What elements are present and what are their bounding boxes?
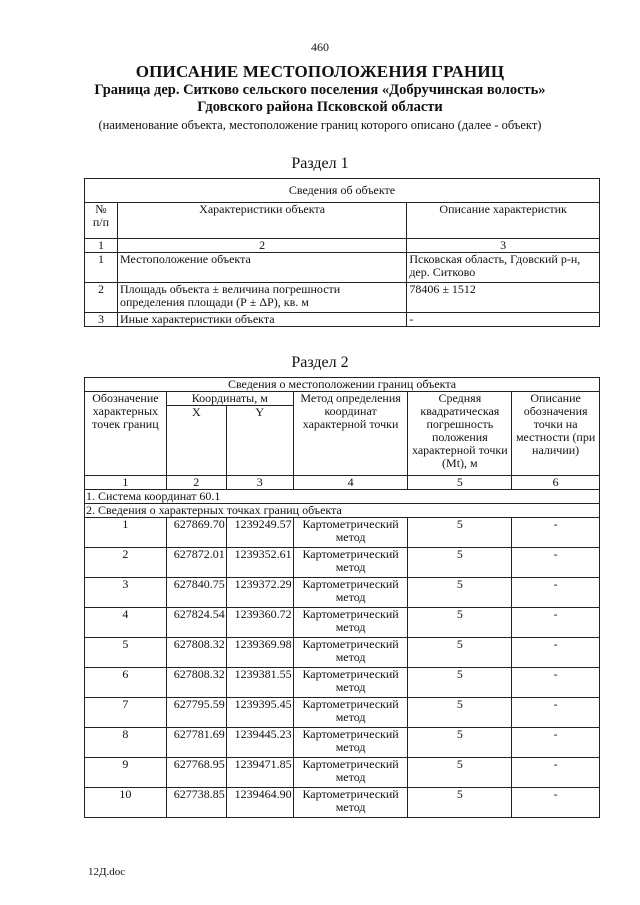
coord-y: 1239249.57: [226, 518, 293, 548]
mt-cell: 5: [408, 728, 512, 758]
column-header-y: Y: [226, 406, 293, 476]
column-number-cell: 4: [293, 476, 408, 490]
point-description: -: [512, 578, 600, 608]
coord-y: 1239369.98: [226, 638, 293, 668]
coord-x: 627824.54: [166, 608, 226, 638]
coord-y: 1239381.55: [226, 668, 293, 698]
point-description: -: [512, 638, 600, 668]
coord-x: 627808.32: [166, 668, 226, 698]
coord-x: 627808.32: [166, 638, 226, 668]
method-cell: Картометрический метод: [293, 518, 408, 548]
mt-cell: 5: [408, 668, 512, 698]
coord-y: 1239372.29: [226, 578, 293, 608]
point-description: -: [512, 758, 600, 788]
point-description: -: [512, 668, 600, 698]
points-table-body: [85, 518, 600, 818]
table-row: [85, 518, 600, 548]
column-header-designation: Обозначение характерных точек границ: [85, 392, 167, 476]
column-number-cell: 2: [166, 476, 226, 490]
mt-cell: 5: [408, 788, 512, 818]
method-cell: Картометрический метод: [293, 758, 408, 788]
column-number-cell: 3: [407, 239, 600, 253]
characteristic-name: Местоположение объекта: [117, 253, 406, 283]
point-description: -: [512, 698, 600, 728]
document-title: ОПИСАНИЕ МЕСТОПОЛОЖЕНИЯ ГРАНИЦ: [135, 62, 505, 81]
point-description: -: [512, 548, 600, 578]
coord-x: 627738.85: [166, 788, 226, 818]
boundary-points-table: [84, 377, 600, 818]
coord-y: 1239360.72: [226, 608, 293, 638]
coord-y: 1239352.61: [226, 548, 293, 578]
section2-heading: Раздел 2: [291, 354, 349, 371]
method-cell: Картометрический метод: [293, 668, 408, 698]
table-row: [85, 608, 600, 638]
page-number: 460: [311, 40, 329, 54]
row-number: 3: [85, 313, 118, 327]
point-number: 9: [85, 758, 167, 788]
method-cell: Картометрический метод: [293, 638, 408, 668]
mt-cell: 5: [408, 638, 512, 668]
characteristic-value: -: [407, 313, 600, 327]
method-cell: Картометрический метод: [293, 608, 408, 638]
object-info-table: [84, 178, 600, 327]
method-cell: Картометрический метод: [293, 698, 408, 728]
table-row: [85, 548, 600, 578]
title-note: (наименование объекта, местоположение границ которого описано (далее - объект): [98, 118, 542, 132]
column-header-characteristic: Характеристики объекта: [117, 203, 406, 239]
table-row: [85, 668, 600, 698]
mt-cell: 5: [408, 758, 512, 788]
table-row: [85, 578, 600, 608]
point-description: -: [512, 608, 600, 638]
characteristic-value: 78406 ± 1512: [407, 283, 600, 313]
column-number-cell: 1: [85, 476, 167, 490]
point-description: -: [512, 728, 600, 758]
mt-cell: 5: [408, 548, 512, 578]
row-number: 1: [85, 253, 118, 283]
column-number-cell: 6: [512, 476, 600, 490]
point-number: 8: [85, 728, 167, 758]
column-header-point-description: Описание обозначения точки на местности (при наличии): [512, 392, 600, 476]
method-cell: Картометрический метод: [293, 578, 408, 608]
points-section-title: 2. Сведения о характерных точках границ объекта: [85, 504, 600, 518]
column-number-cell: 3: [226, 476, 293, 490]
mt-cell: 5: [408, 698, 512, 728]
table-title: Сведения о местоположении границ объекта: [85, 378, 600, 392]
coord-x: 627768.95: [166, 758, 226, 788]
coord-x: 627840.75: [166, 578, 226, 608]
point-number: 6: [85, 668, 167, 698]
mt-cell: 5: [408, 608, 512, 638]
table-row: [85, 788, 600, 818]
method-cell: Картометрический метод: [293, 548, 408, 578]
column-header-x: X: [166, 406, 226, 476]
footer-filename: 12Д.doc: [88, 866, 126, 878]
mt-cell: 5: [408, 518, 512, 548]
table-row: [85, 698, 600, 728]
document-title-block: [60, 62, 580, 133]
object-name-line2: Гдовского района Псковской области: [197, 99, 443, 115]
point-description: -: [512, 788, 600, 818]
characteristic-name: Площадь объекта ± величина погрешности определения площади (Р ± ΔР), кв. м: [117, 283, 406, 313]
coord-x: 627781.69: [166, 728, 226, 758]
characteristic-value: Псковская область, Гдовский р-н, дер. Ситково: [407, 253, 600, 283]
coord-y: 1239471.85: [226, 758, 293, 788]
table-title: Сведения об объекте: [85, 179, 600, 203]
table-row: [85, 758, 600, 788]
characteristic-name: Иные характеристики объекта: [117, 313, 406, 327]
point-number: 7: [85, 698, 167, 728]
coord-y: 1239464.90: [226, 788, 293, 818]
column-number-cell: 2: [117, 239, 406, 253]
coord-y: 1239445.23: [226, 728, 293, 758]
column-number-cell: 1: [85, 239, 118, 253]
row-number: 2: [85, 283, 118, 313]
method-cell: Картометрический метод: [293, 788, 408, 818]
section1-heading: Раздел 1: [291, 155, 349, 172]
column-header-mt: Средняя квадратическая погрешность положения характерной точки (Mt), м: [408, 392, 512, 476]
point-description: -: [512, 518, 600, 548]
coord-x: 627795.59: [166, 698, 226, 728]
point-number: 2: [85, 548, 167, 578]
coord-y: 1239395.45: [226, 698, 293, 728]
point-number: 4: [85, 608, 167, 638]
column-header-description: Описание характеристик: [407, 203, 600, 239]
column-header-method: Метод определения координат характерной точки: [293, 392, 408, 476]
coord-x: 627872.01: [166, 548, 226, 578]
table-row: [85, 638, 600, 668]
method-cell: Картометрический метод: [293, 728, 408, 758]
column-number-cell: 5: [408, 476, 512, 490]
point-number: 10: [85, 788, 167, 818]
table-row: [85, 728, 600, 758]
coord-x: 627869.70: [166, 518, 226, 548]
mt-cell: 5: [408, 578, 512, 608]
column-header-number: № п/п: [85, 203, 118, 239]
point-number: 5: [85, 638, 167, 668]
point-number: 3: [85, 578, 167, 608]
object-name-line1: Граница дер. Ситково сельского поселения «Добручинская волость»: [94, 82, 546, 98]
column-header-coordinates: Координаты, м: [166, 392, 293, 406]
point-number: 1: [85, 518, 167, 548]
coordinate-system: 1. Система координат 60.1: [85, 490, 600, 504]
